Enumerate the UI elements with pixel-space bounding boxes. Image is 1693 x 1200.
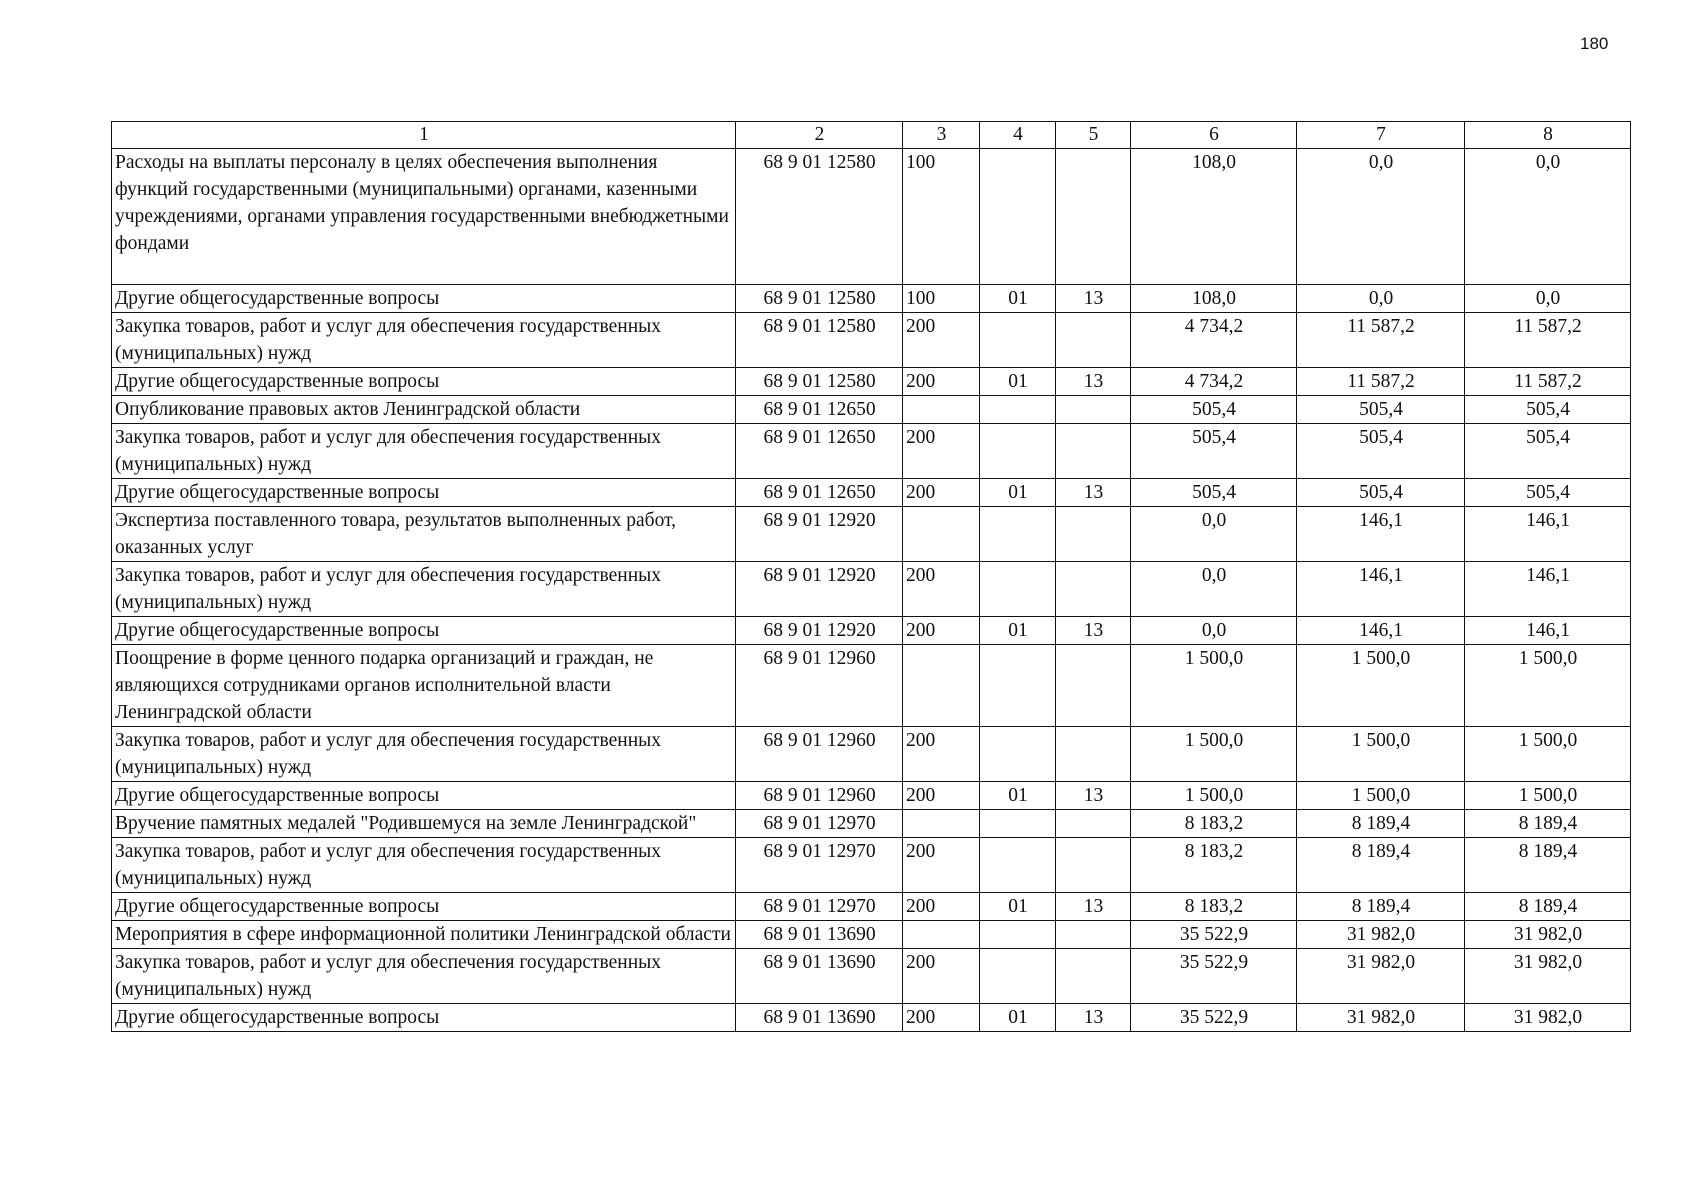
table-row (112, 617, 1631, 645)
section-cell (980, 838, 1056, 893)
section-cell: 01 (980, 1004, 1056, 1032)
section-cell: 01 (980, 368, 1056, 396)
table-row (112, 368, 1631, 396)
expense-name-cell: Мероприятия в сфере информационной политики Ленинградской области (112, 921, 736, 949)
expense-name-cell: Другие общегосударственные вопросы (112, 1004, 736, 1032)
section-cell (980, 921, 1056, 949)
table-row (112, 562, 1631, 617)
amount-col8-cell: 146,1 (1465, 562, 1631, 617)
subsection-cell (1056, 949, 1131, 1004)
table-header-row (112, 122, 1631, 149)
expense-name-cell: Закупка товаров, работ и услуг для обеспечения государственных (муниципальных) нужд (112, 424, 736, 479)
table-row (112, 727, 1631, 782)
amount-col6-cell: 0,0 (1131, 507, 1297, 562)
target-article-cell: 68 9 01 12960 (736, 727, 903, 782)
table-row (112, 149, 1631, 285)
expense-type-cell: 200 (903, 562, 980, 617)
expense-type-cell: 200 (903, 949, 980, 1004)
subsection-cell (1056, 562, 1131, 617)
target-article-cell: 68 9 01 12650 (736, 424, 903, 479)
amount-col8-cell: 505,4 (1465, 479, 1631, 507)
target-article-cell: 68 9 01 12650 (736, 479, 903, 507)
amount-col7-cell: 1 500,0 (1297, 645, 1465, 727)
table-row (112, 645, 1631, 727)
amount-col6-cell: 35 522,9 (1131, 949, 1297, 1004)
section-cell: 01 (980, 617, 1056, 645)
amount-col6-cell: 505,4 (1131, 396, 1297, 424)
expense-type-cell: 100 (903, 285, 980, 313)
table-row (112, 893, 1631, 921)
amount-col6-cell: 35 522,9 (1131, 1004, 1297, 1032)
section-cell (980, 810, 1056, 838)
expense-type-cell: 200 (903, 424, 980, 479)
amount-col8-cell: 0,0 (1465, 285, 1631, 313)
target-article-cell: 68 9 01 12970 (736, 893, 903, 921)
amount-col8-cell: 11 587,2 (1465, 368, 1631, 396)
amount-col6-cell: 108,0 (1131, 285, 1297, 313)
expense-name-cell: Другие общегосударственные вопросы (112, 782, 736, 810)
subsection-cell (1056, 838, 1131, 893)
subsection-cell: 13 (1056, 782, 1131, 810)
target-article-cell: 68 9 01 12580 (736, 149, 903, 285)
amount-col7-cell: 11 587,2 (1297, 368, 1465, 396)
subsection-cell: 13 (1056, 285, 1131, 313)
expense-name-cell: Вручение памятных медалей "Родившемуся на земле Ленинградской" (112, 810, 736, 838)
target-article-cell: 68 9 01 12960 (736, 645, 903, 727)
subsection-cell (1056, 396, 1131, 424)
target-article-cell: 68 9 01 12920 (736, 507, 903, 562)
amount-col7-cell: 8 189,4 (1297, 810, 1465, 838)
section-cell: 01 (980, 479, 1056, 507)
column-header: 2 (736, 122, 903, 149)
amount-col7-cell: 146,1 (1297, 507, 1465, 562)
table-row (112, 838, 1631, 893)
expense-type-cell: 200 (903, 313, 980, 368)
target-article-cell: 68 9 01 12960 (736, 782, 903, 810)
amount-col6-cell: 1 500,0 (1131, 727, 1297, 782)
column-header: 1 (112, 122, 736, 149)
expense-name-cell: Другие общегосударственные вопросы (112, 479, 736, 507)
amount-col6-cell: 505,4 (1131, 479, 1297, 507)
table-row (112, 507, 1631, 562)
target-article-cell: 68 9 01 12920 (736, 562, 903, 617)
section-cell (980, 562, 1056, 617)
expense-type-cell (903, 396, 980, 424)
amount-col6-cell: 4 734,2 (1131, 313, 1297, 368)
amount-col7-cell: 505,4 (1297, 396, 1465, 424)
section-cell (980, 645, 1056, 727)
target-article-cell: 68 9 01 12580 (736, 313, 903, 368)
section-cell (980, 149, 1056, 285)
amount-col8-cell: 31 982,0 (1465, 1004, 1631, 1032)
expense-name-cell: Другие общегосударственные вопросы (112, 893, 736, 921)
subsection-cell (1056, 313, 1131, 368)
table-row (112, 921, 1631, 949)
amount-col8-cell: 146,1 (1465, 617, 1631, 645)
column-header: 3 (903, 122, 980, 149)
amount-col7-cell: 11 587,2 (1297, 313, 1465, 368)
expense-type-cell: 200 (903, 782, 980, 810)
section-cell (980, 727, 1056, 782)
table-row (112, 424, 1631, 479)
target-article-cell: 68 9 01 12970 (736, 810, 903, 838)
section-cell (980, 949, 1056, 1004)
table-row (112, 949, 1631, 1004)
amount-col6-cell: 1 500,0 (1131, 645, 1297, 727)
expense-name-cell: Расходы на выплаты персоналу в целях обеспечения выполнения функций государственными (муниципальными) органами, казенными учреждениями, органами управления государственными внебюджетными фондами (112, 149, 736, 285)
section-cell: 01 (980, 782, 1056, 810)
target-article-cell: 68 9 01 13690 (736, 1004, 903, 1032)
expense-type-cell (903, 507, 980, 562)
column-header: 4 (980, 122, 1056, 149)
table-row (112, 479, 1631, 507)
amount-col8-cell: 8 189,4 (1465, 810, 1631, 838)
subsection-cell: 13 (1056, 368, 1131, 396)
table-row (112, 810, 1631, 838)
expense-type-cell (903, 810, 980, 838)
amount-col7-cell: 31 982,0 (1297, 1004, 1465, 1032)
amount-col6-cell: 35 522,9 (1131, 921, 1297, 949)
amount-col7-cell: 146,1 (1297, 617, 1465, 645)
expense-name-cell: Закупка товаров, работ и услуг для обеспечения государственных (муниципальных) нужд (112, 313, 736, 368)
target-article-cell: 68 9 01 12580 (736, 368, 903, 396)
amount-col8-cell: 505,4 (1465, 424, 1631, 479)
expense-name-cell: Другие общегосударственные вопросы (112, 285, 736, 313)
amount-col7-cell: 8 189,4 (1297, 893, 1465, 921)
amount-col6-cell: 8 183,2 (1131, 810, 1297, 838)
table-row (112, 1004, 1631, 1032)
amount-col8-cell: 8 189,4 (1465, 838, 1631, 893)
column-header: 6 (1131, 122, 1297, 149)
amount-col8-cell: 505,4 (1465, 396, 1631, 424)
subsection-cell: 13 (1056, 617, 1131, 645)
target-article-cell: 68 9 01 12920 (736, 617, 903, 645)
amount-col8-cell: 1 500,0 (1465, 645, 1631, 727)
expense-name-cell: Экспертиза поставленного товара, результатов выполненных работ, оказанных услуг (112, 507, 736, 562)
amount-col7-cell: 0,0 (1297, 149, 1465, 285)
subsection-cell (1056, 727, 1131, 782)
section-cell: 01 (980, 893, 1056, 921)
amount-col8-cell: 146,1 (1465, 507, 1631, 562)
target-article-cell: 68 9 01 13690 (736, 921, 903, 949)
budget-table (111, 121, 1631, 1032)
amount-col8-cell: 8 189,4 (1465, 893, 1631, 921)
amount-col8-cell: 1 500,0 (1465, 782, 1631, 810)
expense-type-cell: 200 (903, 368, 980, 396)
amount-col8-cell: 1 500,0 (1465, 727, 1631, 782)
amount-col6-cell: 108,0 (1131, 149, 1297, 285)
expense-type-cell: 200 (903, 838, 980, 893)
subsection-cell (1056, 507, 1131, 562)
column-header: 5 (1056, 122, 1131, 149)
subsection-cell (1056, 810, 1131, 838)
amount-col7-cell: 8 189,4 (1297, 838, 1465, 893)
amount-col7-cell: 31 982,0 (1297, 921, 1465, 949)
expense-name-cell: Поощрение в форме ценного подарка организаций и граждан, не являющихся сотрудниками органов исполнительной власти Ленинградской области (112, 645, 736, 727)
expense-name-cell: Закупка товаров, работ и услуг для обеспечения государственных (муниципальных) нужд (112, 838, 736, 893)
amount-col6-cell: 8 183,2 (1131, 838, 1297, 893)
subsection-cell (1056, 424, 1131, 479)
expense-type-cell: 200 (903, 727, 980, 782)
section-cell (980, 424, 1056, 479)
subsection-cell (1056, 921, 1131, 949)
expense-name-cell: Опубликование правовых актов Ленинградской области (112, 396, 736, 424)
amount-col7-cell: 31 982,0 (1297, 949, 1465, 1004)
expense-name-cell: Другие общегосударственные вопросы (112, 368, 736, 396)
amount-col6-cell: 0,0 (1131, 617, 1297, 645)
amount-col6-cell: 8 183,2 (1131, 893, 1297, 921)
subsection-cell (1056, 149, 1131, 285)
amount-col8-cell: 31 982,0 (1465, 921, 1631, 949)
expense-name-cell: Закупка товаров, работ и услуг для обеспечения государственных (муниципальных) нужд (112, 727, 736, 782)
subsection-cell: 13 (1056, 893, 1131, 921)
amount-col8-cell: 11 587,2 (1465, 313, 1631, 368)
amount-col7-cell: 1 500,0 (1297, 782, 1465, 810)
expense-type-cell: 200 (903, 617, 980, 645)
expense-type-cell (903, 921, 980, 949)
page-number: 180 (1580, 34, 1609, 53)
table-row (112, 396, 1631, 424)
column-header: 7 (1297, 122, 1465, 149)
amount-col6-cell: 0,0 (1131, 562, 1297, 617)
subsection-cell: 13 (1056, 479, 1131, 507)
expense-name-cell: Закупка товаров, работ и услуг для обеспечения государственных (муниципальных) нужд (112, 949, 736, 1004)
amount-col8-cell: 31 982,0 (1465, 949, 1631, 1004)
table-row (112, 782, 1631, 810)
table-body (112, 149, 1631, 1032)
subsection-cell: 13 (1056, 1004, 1131, 1032)
target-article-cell: 68 9 01 12580 (736, 285, 903, 313)
expense-name-cell: Другие общегосударственные вопросы (112, 617, 736, 645)
table-row (112, 285, 1631, 313)
expense-type-cell: 200 (903, 1004, 980, 1032)
table-row (112, 313, 1631, 368)
amount-col6-cell: 4 734,2 (1131, 368, 1297, 396)
amount-col7-cell: 505,4 (1297, 479, 1465, 507)
section-cell: 01 (980, 285, 1056, 313)
target-article-cell: 68 9 01 12650 (736, 396, 903, 424)
column-header: 8 (1465, 122, 1631, 149)
expense-type-cell: 200 (903, 479, 980, 507)
expense-name-cell: Закупка товаров, работ и услуг для обеспечения государственных (муниципальных) нужд (112, 562, 736, 617)
target-article-cell: 68 9 01 13690 (736, 949, 903, 1004)
amount-col7-cell: 505,4 (1297, 424, 1465, 479)
amount-col6-cell: 1 500,0 (1131, 782, 1297, 810)
amount-col8-cell: 0,0 (1465, 149, 1631, 285)
expense-type-cell (903, 645, 980, 727)
amount-col7-cell: 146,1 (1297, 562, 1465, 617)
amount-col7-cell: 1 500,0 (1297, 727, 1465, 782)
amount-col6-cell: 505,4 (1131, 424, 1297, 479)
section-cell (980, 396, 1056, 424)
section-cell (980, 507, 1056, 562)
target-article-cell: 68 9 01 12970 (736, 838, 903, 893)
expense-type-cell: 100 (903, 149, 980, 285)
subsection-cell (1056, 645, 1131, 727)
section-cell (980, 313, 1056, 368)
amount-col7-cell: 0,0 (1297, 285, 1465, 313)
expense-type-cell: 200 (903, 893, 980, 921)
